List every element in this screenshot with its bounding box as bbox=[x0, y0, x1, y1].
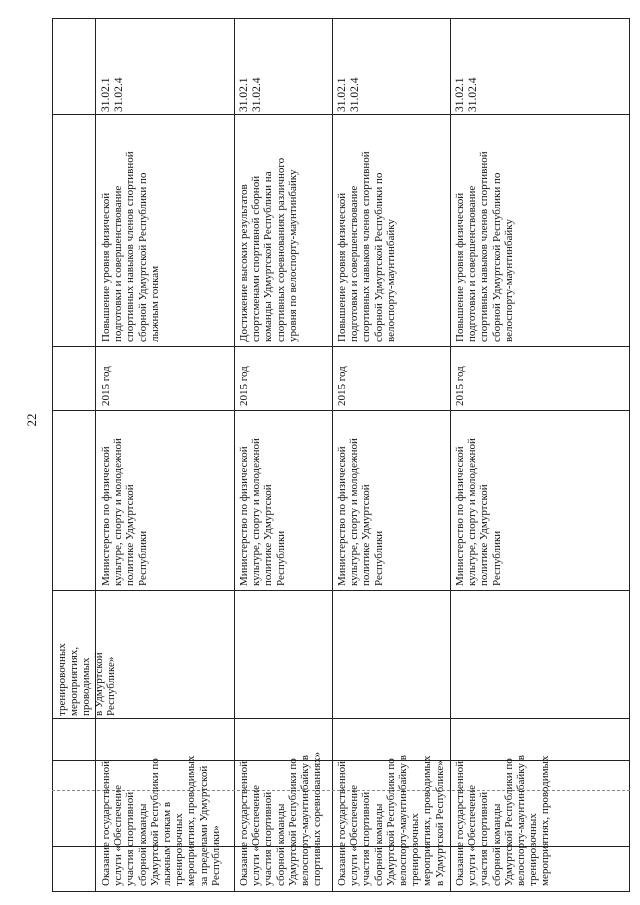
table-border bbox=[52, 18, 630, 19]
row-4-service: Оказание государственной услуги «Обеспечение участия спортивной сборной команды Удмуртской Республики по велоспорту-маунтинбайку в тренировочных мероприятиях, проводимых bbox=[454, 755, 552, 886]
row-1-codes: 31.02.1 31.02.4 bbox=[100, 77, 125, 112]
rotated-table bbox=[52, 18, 630, 892]
column-divider bbox=[52, 114, 630, 115]
row-3-year: 2015 год bbox=[336, 366, 348, 406]
page-number: 22 bbox=[24, 413, 39, 427]
row-2-executor: Министерство по физической культуре, спорту и молодежной политике Удмуртской Республики bbox=[238, 438, 287, 586]
row-3-executor: Министерство по физической культуре, спорту и молодежной политике Удмуртской Республики bbox=[336, 438, 385, 586]
column-divider bbox=[52, 590, 630, 591]
row-2-result: Достижение высоких результатов спортсменами спортивной сборной команды Удмуртской Республики на спортивных соревнованиях различного уровня по велоспорту-маунтинбайку bbox=[238, 157, 299, 342]
table-border bbox=[52, 891, 630, 892]
row-2-service: Оказание государственной услуги «Обеспечение участия спортивной сборной команды Удмуртской Республики по велоспорту-маунтинбайку в спортивных соревнованиях» bbox=[238, 751, 324, 886]
row-2-year: 2015 год bbox=[238, 366, 250, 406]
row-1-service: Оказание государственной услуги «Обеспечение участия спортивной сборной команды Удмуртской Республики по лыжным гонкам в тренировочных мероприятиях, проводимых за пределами Удмуртской Республики» bbox=[100, 755, 222, 886]
row-4-year: 2015 год bbox=[454, 366, 466, 406]
row-1-executor: Министерство по физической культуре, спорту и молодежной политике Удмуртской Республики bbox=[100, 438, 149, 586]
row-3-service: Оказание государственной услуги «Обеспечение участия спортивной сборной команды Удмуртской Республики по велоспорту-маунтинбайку в тренировочных мероприятиях, проводимых в Удмуртской Республике» bbox=[336, 755, 446, 886]
row-4-executor: Министерство по физической культуре, спорту и молодежной политике Удмуртской Республики bbox=[454, 438, 503, 586]
row-1-result: Повышение уровня физической подготовки и совершенствование спортивных навыков членов спортивной сборной Удмуртской Республики по лыжным гонкам bbox=[100, 151, 161, 342]
row-4-codes: 31.02.1 31.02.4 bbox=[454, 77, 479, 112]
row-3-codes: 31.02.1 31.02.4 bbox=[336, 77, 361, 112]
row-3-result: Повышение уровня физической подготовки и совершенствование спортивных навыков членов спортивной сборной Удмуртской Республики по велоспорту-маунтинбайку bbox=[336, 151, 397, 342]
row-4-result: Повышение уровня физической подготовки и совершенствование спортивных навыков членов спортивной сборной Удмуртской Республики по велоспорту-маунтинбайку bbox=[454, 151, 515, 342]
row-1-year: 2015 год bbox=[100, 366, 112, 406]
continuation-service-text: тренировочных мероприятиях, проводимых в Удмуртской Республике» bbox=[56, 643, 117, 716]
row-2-codes: 31.02.1 31.02.4 bbox=[238, 77, 263, 112]
